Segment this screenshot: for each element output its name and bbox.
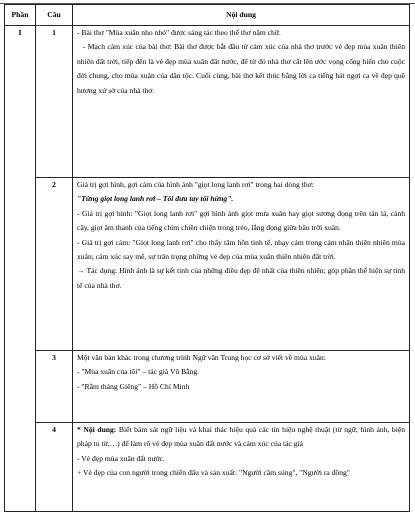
section-number: I xyxy=(5,26,36,512)
table-row xyxy=(5,351,410,423)
answer-content xyxy=(73,178,410,351)
answer-intro: Một văn bản khác trong chương trình Ngữ văn Trung học cơ sở viết về mùa xuân: xyxy=(77,353,326,362)
answer-line: - Giá trị gợi cảm: "Giọt long lanh rơi" cho thấy tâm hồn tinh tế, nhạy cảm trong cảm nhận thiên nhiên mùa xuân; cảm xúc say mê, sự trân trọng những vẻ đẹp của mùa xuân thiên nhiên đất trời. xyxy=(77,237,405,262)
answer-content xyxy=(73,351,410,423)
answer-content xyxy=(73,423,410,512)
answer-line: - Vẻ đẹp mùa xuân đất nước. xyxy=(77,453,165,463)
answer-line: → Tác dụng: Hình ảnh là sự kết tinh của những điều đẹp đẽ nhất của thiên nhiên; góp phần thể hiện sự tinh tế của nhà thơ. xyxy=(77,266,405,290)
answer-table xyxy=(4,4,410,512)
header-phan: Phần xyxy=(5,5,36,26)
question-number: 2 xyxy=(36,178,73,351)
header-cau: Câu xyxy=(36,5,73,26)
answer-line: + Vẻ đẹp của con người trong chiến đấu và sản xuất: "Người cầm súng", "Người ra đồng" xyxy=(77,468,350,478)
table-header-row xyxy=(5,5,410,26)
answer-line: - Mạch cảm xúc của bài thơ: Bài thơ được bắt đầu từ cảm xúc của nhà thơ trước vẻ đẹp mùa xuân thiên nhiên đất trời, tiếp đến là vẻ đẹp mùa xuân đất nước, để từ đó nhà thơ cất lên ước vọng cống hiến cho cuộc đời chung, cho mùa xuân của dân tộc. Cuối cùng, bài thơ kết thúc bằng lời ca tiếng hát ngợi ca về đẹp quê hương xứ sở của nhà thơ. xyxy=(77,42,405,95)
answer-intro: Giá trị gợi hình, gợi cảm của hình ảnh "giọt long lanh rơi" trong hai dòng thơ: xyxy=(77,180,314,189)
answer-line: - "Rằm tháng Giêng" – Hồ Chí Minh xyxy=(77,381,190,391)
answer-line: - Giá trị gợi hình: "Giọt long lanh rơi" gợi hình ảnh giọt mưa xuân hay giọt sương đọng trên tán lá, cành cây, giọt âm thanh của tiếng chim chiền chiện trong trẻo, lắng đọng giữa bầu trời xuân. xyxy=(77,208,405,233)
lead-label: * Nội dung: xyxy=(77,425,117,434)
header-noi-dung: Nội dung xyxy=(73,5,410,26)
table-row xyxy=(5,423,410,512)
lead-text: Biết bám sát ngữ liệu và khai thác hiệu quả các tín hiệu nghệ thuật (từ ngữ, hình ảnh, biện pháp tu từ,…) để làm rõ vẻ đẹp mùa xuân đất nước và cảm xúc của tác giả xyxy=(77,425,405,449)
answer-line: - "Mùa xuân của tôi" – tác giả Vũ Bằng. xyxy=(77,367,200,377)
table-row xyxy=(5,26,410,178)
poem-quote: "Từng giọt long lanh rơi – Tôi đưa tay tôi hứng". xyxy=(77,194,234,204)
answer-content xyxy=(73,26,410,178)
answer-lead xyxy=(77,423,405,452)
question-number: 3 xyxy=(36,351,73,423)
table-row xyxy=(5,178,410,351)
answer-line: - Bài thơ "Mùa xuân nho nhỏ" được sáng tác theo thể thơ năm chữ. xyxy=(77,28,281,37)
question-number: 4 xyxy=(36,423,73,512)
question-number: 1 xyxy=(36,26,73,178)
